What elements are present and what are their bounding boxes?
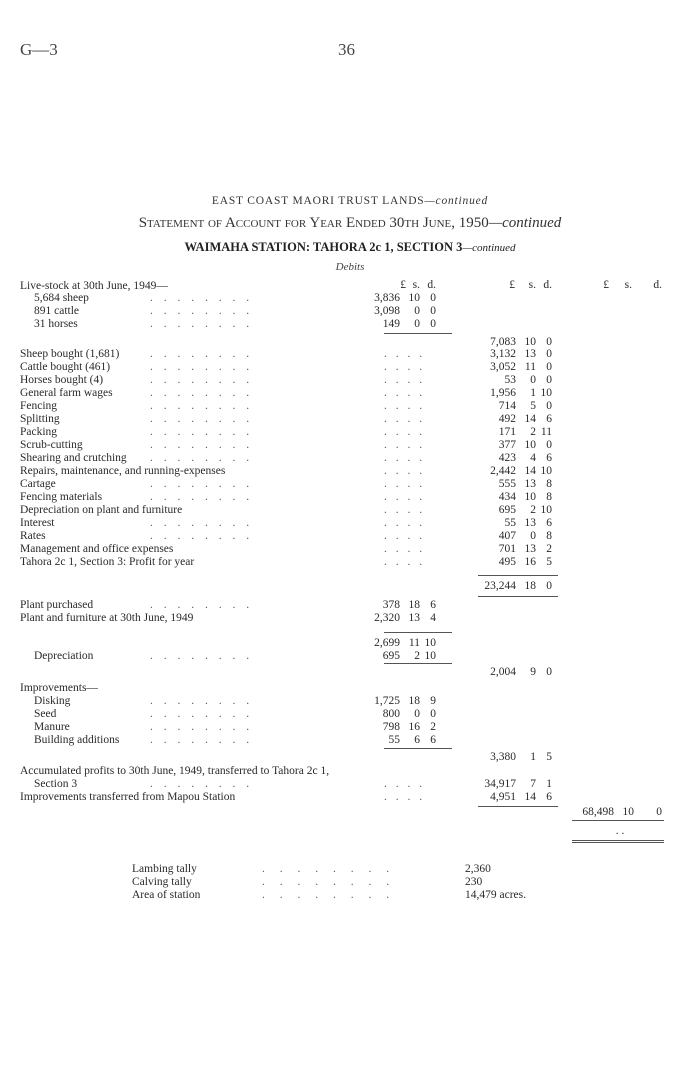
leader-dots: . . . . . . . . — [150, 708, 250, 720]
amount-pence: 6 — [546, 413, 552, 425]
leader-dots: . . . . — [384, 426, 423, 438]
ledger-row — [0, 348, 700, 361]
tally-value: 2,360 — [465, 863, 491, 875]
document-title — [0, 195, 700, 207]
amount-pence: 2 — [546, 543, 552, 555]
ledger-row-label: Scrub-cutting — [20, 439, 83, 451]
amount-shillings: 5 — [530, 400, 536, 412]
amount-pence: 8 — [546, 491, 552, 503]
tally-row — [0, 863, 700, 876]
amount-pounds: 434 — [498, 491, 516, 503]
ledger-row — [0, 292, 700, 305]
ledger-row — [0, 374, 700, 387]
leader-dots: . . . . . . . . — [150, 348, 250, 360]
leader-dots: . . . . — [384, 361, 423, 373]
ledger-row-label: Accumulated profits to 30th June, 1949, transferred to Tahora 2c 1, — [20, 765, 330, 777]
leader-dots: . . . . . . . . — [150, 478, 250, 490]
rule — [572, 842, 664, 843]
ledger-row-label: Plant and furniture at 30th June, 1949 — [20, 612, 194, 624]
amount-pence: 0 — [546, 374, 552, 386]
leader-dots: . . . . . . . . — [150, 517, 250, 529]
amount-pounds: 800 — [382, 708, 400, 720]
tally-label: Calving tally — [132, 876, 192, 888]
leader-dots: . . . . . . . . — [150, 305, 250, 317]
amount-shillings: 4 — [530, 452, 536, 464]
amount-pounds: 34,917 — [484, 778, 516, 790]
amount-shillings: 6 — [414, 734, 420, 746]
ledger-row-label: Interest — [20, 517, 55, 529]
page-number: 36 — [338, 40, 355, 59]
amount-pounds: 714 — [498, 400, 516, 412]
ledger-row — [0, 478, 700, 491]
leader-dots: . . . . . . . . — [150, 721, 250, 733]
station-title-text: WAIMAHA STATION: TAHORA 2c 1, SECTION 3 — [184, 240, 463, 254]
amount-pence: 0 — [546, 439, 552, 451]
ledger-row — [0, 543, 700, 556]
leader-dots: . . . . — [384, 791, 423, 803]
rule — [478, 596, 558, 597]
ledger-row — [0, 387, 700, 400]
amount-pounds: 149 — [382, 318, 400, 330]
amount-pounds: 23,244 — [484, 580, 516, 592]
amount-pence: 6 — [546, 517, 552, 529]
ledger-row — [0, 708, 700, 721]
amount-pence: 8 — [546, 478, 552, 490]
col-header-pounds: £ — [603, 279, 609, 291]
leader-dots: . . . . — [384, 387, 423, 399]
ledger-row-label: 31 horses — [34, 318, 78, 330]
amount-pence: 11 — [540, 426, 552, 438]
ledger-row — [0, 721, 700, 734]
leader-dots: . . . . . . . . — [150, 400, 250, 412]
amount-pence: 10 — [424, 650, 436, 662]
amount-shillings: 0 — [414, 318, 420, 330]
ledger-row-label: Plant purchased — [20, 599, 94, 611]
ledger-row — [0, 599, 700, 612]
ledger-row-label: Disking — [34, 695, 71, 707]
amount-pence: 10 — [540, 465, 552, 477]
ledger-row-label: 5,684 sheep — [34, 292, 89, 304]
ledger-row — [0, 426, 700, 439]
amount-shillings: 0 — [530, 374, 536, 386]
amount-pounds: 495 — [498, 556, 516, 568]
ledger-row — [0, 580, 700, 593]
ledger-row-label: General farm wages — [20, 387, 113, 399]
amount-pence: 10 — [540, 504, 552, 516]
ledger-row-label: Depreciation — [34, 650, 94, 662]
amount-pence: 0 — [430, 305, 436, 317]
amount-shillings: 18 — [408, 599, 420, 611]
rule — [572, 820, 664, 821]
col-header-pounds: £ — [509, 279, 515, 291]
leader-dots: . . . . — [384, 778, 423, 790]
statement-title-suffix: —continued — [488, 215, 562, 231]
rule — [478, 806, 558, 807]
leader-dots: . . . . . . . . — [150, 650, 250, 662]
amount-shillings: 14 — [524, 465, 536, 477]
leader-dots: . . . . — [384, 400, 423, 412]
amount-shillings: 11 — [524, 361, 536, 373]
amount-pounds: 68,498 — [582, 806, 614, 818]
amount-pounds: 695 — [498, 504, 516, 516]
ledger-row-label: Sheep bought (1,681) — [20, 348, 120, 360]
amount-shillings: 18 — [408, 695, 420, 707]
ledger-row-label: Splitting — [20, 413, 60, 425]
ledger-row — [0, 439, 700, 452]
amount-pence: 10 — [540, 387, 552, 399]
ledger-row-label: Building additions — [34, 734, 120, 746]
leader-dots: . . . . . . . . — [150, 439, 250, 451]
ledger-row — [0, 682, 700, 695]
ledger-row-label: Horses bought (4) — [20, 374, 104, 386]
rule — [384, 632, 452, 633]
amount-pounds: 7,083 — [490, 336, 516, 348]
ledger-row-label: Section 3 — [34, 778, 78, 790]
amount-pence: 2 — [430, 721, 436, 733]
col-header-pence: d. — [653, 279, 662, 291]
leader-dots: . . . . — [384, 348, 423, 360]
amount-pence: 6 — [430, 599, 436, 611]
amount-pounds: 378 — [382, 599, 400, 611]
document-title-suffix: —continued — [424, 195, 489, 207]
tally-value: 230 — [465, 876, 483, 888]
leader-dots: . . . . — [384, 517, 423, 529]
ledger-row-label: Improvements transferred from Mapou Station — [20, 791, 236, 803]
amount-shillings: 16 — [408, 721, 420, 733]
leader-dots: . . . . — [384, 452, 423, 464]
amount-pounds: 53 — [504, 374, 516, 386]
col-header-shillings: s. — [412, 279, 420, 291]
ledger-row-label: Cattle bought (461) — [20, 361, 111, 373]
rule — [478, 575, 558, 576]
ledger-row-label: Packing — [20, 426, 58, 438]
ledger-mark: . . — [615, 825, 625, 837]
leader-dots: . . . . . . . . — [150, 318, 250, 330]
ledger-row — [0, 504, 700, 517]
amount-pounds: 55 — [504, 517, 516, 529]
amount-pounds: 492 — [498, 413, 516, 425]
ledger-row — [0, 751, 700, 764]
amount-shillings: 1 — [530, 387, 536, 399]
amount-pence: 1 — [546, 778, 552, 790]
ledger-row — [0, 556, 700, 569]
ledger-row-label: Repairs, maintenance, and running-expenses — [20, 465, 226, 477]
leader-dots: . . . . . . . . — [150, 491, 250, 503]
amount-pounds: 3,098 — [374, 305, 400, 317]
ledger-row-label: Fencing — [20, 400, 58, 412]
rule — [384, 748, 452, 749]
amount-pounds: 3,132 — [490, 348, 516, 360]
ledger-row-label: 891 cattle — [34, 305, 80, 317]
leader-dots: . . . . — [384, 465, 423, 477]
tally-row — [0, 876, 700, 889]
ledger-row-label: Shearing and crutching — [20, 452, 127, 464]
amount-pence: 0 — [546, 666, 552, 678]
leader-dots: . . . . . . . . — [150, 778, 250, 790]
ledger-row-label: Management and office expenses — [20, 543, 174, 555]
leader-dots: . . . . — [384, 413, 423, 425]
leader-dots: . . . . . . . . — [150, 374, 250, 386]
amount-pounds: 2,320 — [374, 612, 400, 624]
ledger-row-label: Cartage — [20, 478, 56, 490]
amount-pence: 0 — [546, 336, 552, 348]
ledger-row — [0, 491, 700, 504]
leader-dots: . . . . — [384, 491, 423, 503]
amount-pence: 5 — [546, 556, 552, 568]
leader-dots: . . . . . . . . — [150, 530, 250, 542]
leader-dots: . . . . . . . . — [150, 734, 250, 746]
amount-shillings: 10 — [524, 336, 536, 348]
amount-pounds: 407 — [498, 530, 516, 542]
amount-shillings: 13 — [524, 517, 536, 529]
ledger-row-label: Depreciation on plant and furniture — [20, 504, 183, 516]
leader-dots: . . . . . . . . — [150, 387, 250, 399]
leader-dots: . . . . . . . . — [262, 863, 390, 875]
leader-dots: . . . . . . . . — [262, 876, 390, 888]
amount-pence: 0 — [430, 292, 436, 304]
leader-dots: . . . . . . . . — [150, 413, 250, 425]
amount-pence: 0 — [546, 400, 552, 412]
ledger-row-label: Rates — [20, 530, 46, 542]
leader-dots: . . . . . . . . — [150, 599, 250, 611]
amount-pounds: 55 — [388, 734, 400, 746]
tally-label: Lambing tally — [132, 863, 197, 875]
ledger-row — [0, 650, 700, 663]
ledger-row — [0, 806, 700, 819]
ledger-row-label: Improvements— — [20, 682, 98, 694]
ledger-row — [0, 465, 700, 478]
amount-pence: 8 — [546, 530, 552, 542]
ledger-row — [0, 318, 700, 331]
document-title-text: EAST COAST MAORI TRUST LANDS — [211, 195, 425, 207]
amount-pounds: 3,836 — [374, 292, 400, 304]
col-header-pence: d. — [543, 279, 552, 291]
amount-pounds: 1,956 — [490, 387, 516, 399]
col-header-pounds: £ — [400, 279, 406, 291]
ledger-row — [0, 612, 700, 625]
col-header-pence: d. — [427, 279, 436, 291]
ledger-row — [0, 825, 700, 838]
amount-pence: 6 — [430, 734, 436, 746]
debits-heading: Debits — [335, 261, 365, 273]
amount-pounds: 701 — [498, 543, 516, 555]
page-reference: G—3 — [20, 40, 58, 59]
amount-pence: 10 — [424, 637, 436, 649]
statement-title — [0, 215, 700, 232]
amount-pence: 0 — [430, 318, 436, 330]
leader-dots: . . . . . . . . — [262, 889, 390, 901]
col-header-shillings: s. — [528, 279, 536, 291]
ledger-row — [0, 517, 700, 530]
amount-shillings: 7 — [530, 778, 536, 790]
amount-shillings: 13 — [524, 478, 536, 490]
ledger-row-label: Manure — [34, 721, 70, 733]
ledger-row — [0, 778, 700, 791]
amount-shillings: 1 — [530, 751, 536, 763]
amount-pounds: 1,725 — [374, 695, 400, 707]
amount-pence: 6 — [546, 452, 552, 464]
amount-pence: 9 — [430, 695, 436, 707]
ledger-row — [0, 695, 700, 708]
ledger-row — [0, 305, 700, 318]
amount-shillings: 11 — [408, 637, 420, 649]
col-header-shillings: s. — [624, 279, 632, 291]
ledger-row — [0, 400, 700, 413]
station-title — [0, 240, 700, 255]
leader-dots: . . . . — [384, 530, 423, 542]
leader-dots: . . . . — [384, 439, 423, 451]
leader-dots: . . . . — [384, 374, 423, 386]
statement-title-text: Statement of Account for Year Ended 30th June, 1950 — [138, 215, 489, 231]
amount-shillings: 0 — [530, 530, 536, 542]
amount-pounds: 423 — [498, 452, 516, 464]
amount-shillings: 10 — [524, 491, 536, 503]
amount-pence: 0 — [656, 806, 662, 818]
amount-pounds: 555 — [498, 478, 516, 490]
amount-pounds: 798 — [382, 721, 400, 733]
amount-pounds: 377 — [498, 439, 516, 451]
amount-pence: 5 — [546, 751, 552, 763]
ledger-row — [0, 765, 700, 778]
amount-shillings: 10 — [408, 292, 420, 304]
tally-label: Area of station — [132, 889, 201, 901]
tally-row — [0, 889, 700, 902]
ledger-row — [0, 361, 700, 374]
leader-dots: . . . . . . . . — [150, 426, 250, 438]
amount-pounds: 4,951 — [490, 791, 516, 803]
amount-shillings: 10 — [524, 439, 536, 451]
leader-dots: . . . . . . . . — [150, 361, 250, 373]
amount-pounds: 2,442 — [490, 465, 516, 477]
amount-pence: 0 — [546, 361, 552, 373]
amount-shillings: 14 — [524, 791, 536, 803]
ledger-row-label: Seed — [34, 708, 57, 720]
amount-pence: 4 — [430, 612, 436, 624]
leader-dots: . . . . — [384, 543, 423, 555]
amount-shillings: 10 — [622, 806, 634, 818]
ledger-row — [0, 452, 700, 465]
amount-shillings: 14 — [524, 413, 536, 425]
amount-pounds: 2,699 — [374, 637, 400, 649]
amount-pounds: 2,004 — [490, 666, 516, 678]
amount-shillings: 2 — [414, 650, 420, 662]
ledger-row — [0, 637, 700, 650]
amount-pounds: 171 — [498, 426, 516, 438]
amount-shillings: 0 — [414, 305, 420, 317]
leader-dots: . . . . — [384, 478, 423, 490]
ledger-row — [0, 530, 700, 543]
amount-shillings: 9 — [530, 666, 536, 678]
tally-value: 14,479 acres. — [465, 889, 526, 901]
amount-pence: 6 — [546, 791, 552, 803]
ledger-row-label: Fencing materials — [20, 491, 103, 503]
ledger-row — [0, 666, 700, 679]
ledger-row — [0, 791, 700, 804]
amount-shillings: 13 — [408, 612, 420, 624]
rule — [384, 663, 452, 664]
leader-dots: . . . . . . . . — [150, 292, 250, 304]
amount-shillings: 13 — [524, 543, 536, 555]
amount-shillings: 0 — [414, 708, 420, 720]
amount-pounds: 3,052 — [490, 361, 516, 373]
amount-shillings: 16 — [524, 556, 536, 568]
rule — [572, 840, 664, 841]
ledger-row — [0, 413, 700, 426]
ledger-row-label: Tahora 2c 1, Section 3: Profit for year — [20, 556, 195, 568]
amount-pounds: 3,380 — [490, 751, 516, 763]
amount-pence: 0 — [546, 348, 552, 360]
amount-shillings: 18 — [524, 580, 536, 592]
amount-shillings: 13 — [524, 348, 536, 360]
leader-dots: . . . . . . . . — [150, 695, 250, 707]
amount-shillings: 2 — [530, 504, 536, 516]
amount-pence: 0 — [546, 580, 552, 592]
rule — [384, 333, 452, 334]
amount-pence: 0 — [430, 708, 436, 720]
ledger-row-label: Live-stock at 30th June, 1949— — [20, 280, 168, 292]
amount-pounds: 695 — [382, 650, 400, 662]
amount-shillings: 2 — [530, 426, 536, 438]
leader-dots: . . . . — [384, 504, 423, 516]
leader-dots: . . . . — [384, 556, 423, 568]
ledger-row — [0, 734, 700, 747]
leader-dots: . . . . . . . . — [150, 452, 250, 464]
station-title-suffix: —continued — [462, 242, 516, 254]
